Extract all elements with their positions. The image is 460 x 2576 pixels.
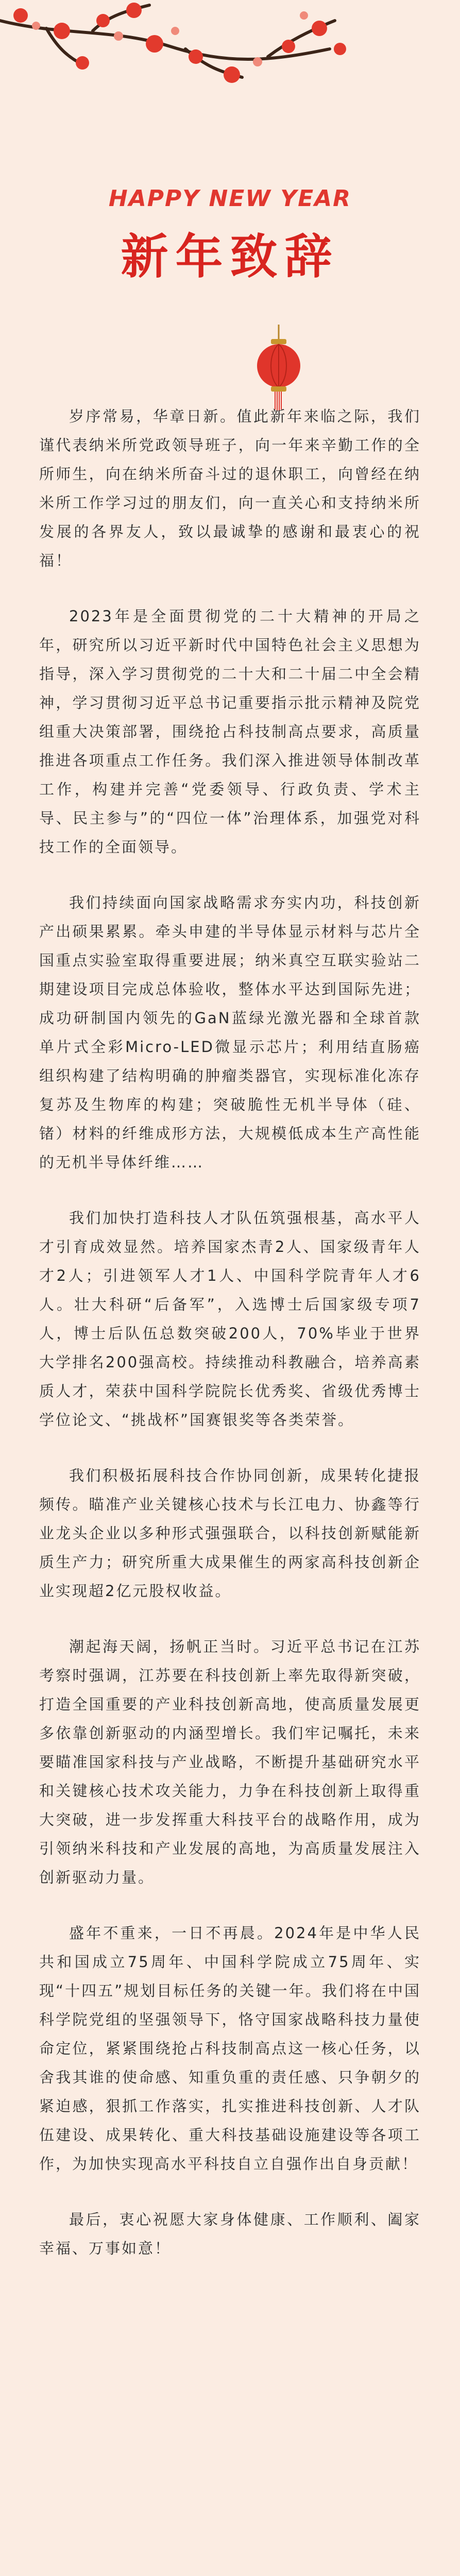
page-title: 新年致辞 xyxy=(121,229,339,284)
paragraph-talent: 我们加快打造科技人才队伍筑强根基，高水平人才引育成效显然。培养国家杰青2人、国家级青年人才2人；引进领军人才1人、中国科学院青年人才6人。壮大科研“后备军”，入选博士后国家级专项7人，博士后队伍总数突破200人，70%毕业于世界大学排名200强高校。持续推动科教融合，培养高素质人才，荣获中国科学院院长优秀奖、省级优秀博士学位论文、“挑战杯”国赛银奖等各类荣誉。 xyxy=(39,1209,421,1429)
red-lantern-icon xyxy=(255,325,302,412)
header xyxy=(0,185,460,287)
letter-body xyxy=(39,402,421,2290)
paragraph-closing: 最后，衷心祝愿大家身体健康、工作顺利、阖家幸福、万事如意！ xyxy=(39,2211,421,2257)
paragraph-cooperation: 我们积极拓展科技合作协同创新，成果转化捷报频传。瞄准产业关键核心技术与长江电力、协鑫等行业龙头企业以多种形式强强联合，以科技创新赋能新质生产力；研究所重大成果催生的两家高科技创新企业实现超2亿元股权收益。 xyxy=(39,1467,421,1600)
plum-blossom-branch-decoration xyxy=(0,0,460,88)
paragraph-opening: 岁序常易，华章日新。值此新年来临之际，我们谨代表纳米所党政领导班子，向一年来辛勤工作的全所师生，向在纳米所奋斗过的退休职工，向曾经在纳米所工作学习过的朋友们，向一直关心和支持纳米所发展的各界友人，致以最诚挚的感谢和最衷心的祝福！ xyxy=(39,408,421,569)
paragraph-research-achievements: 我们持续面向国家战略需求夯实内功，科技创新产出硕果累累。牵头申建的半导体显示材料与芯片全国重点实验室取得重要进展；纳米真空互联实验站二期建设项目完成总体验收，整体水平达到国际先进；成功研制国内领先的GaN蓝绿光激光器和全球首款单片式全彩Micro-LED微显示芯片；利用结直肠癌组织构建了结构明确的肿瘤类器官，实现标准化冻存复苏及生物库的构建；突破脆性无机半导体（硅、锗）材料的纤维成形方法，大规模低成本生产高性能的无机半导体纤维…… xyxy=(39,894,421,1171)
paragraph-2024: 盛年不重来，一日不再晨。2024年是中华人民共和国成立75周年、中国科学院成立75周年、实现“十四五”规划目标任务的关键一年。我们将在中国科学院党组的坚强领导下，恪守国家战略科技力量使命定位，紧紧围绕抢占科技制高点这一核心任务，以舍我其谁的使命感、知重负重的责任感、只争朝夕的紧迫感，狠抓工作落实，扎实推进科技创新、人才队伍建设、成果转化、重大科技基础设施建设等各项工作，为加快实现高水平科技自立自强作出自身贡献！ xyxy=(39,1924,421,2173)
paragraph-future: 潮起海天阔，扬帆正当时。习近平总书记在江苏考察时强调，江苏要在科技创新上率先取得新突破，打造全国重要的产业科技创新高地，使高质量发展更多依靠创新驱动的内涵型增长。我们牢记嘱托，未来要瞄准国家科技与产业战略，不断提升基础研究水平和关键核心技术攻关能力，力争在科技创新上取得重大突破，进一步发挥重大科技平台的战略作用，成为引领纳米科技和产业发展的高地，为高质量发展注入创新驱动力量。 xyxy=(39,1638,421,1886)
paragraph-2023-overview: 2023年是全面贯彻党的二十大精神的开局之年，研究所以习近平新时代中国特色社会主义思想为指导，深入学习贯彻党的二十大和二十届二中全会精神，学习贯彻习近平总书记重要指示批示精神及院党组重大决策部署，围绕抢占科技制高点要求，高质量推进各项重点工作任务。我们深入推进领导体制改革工作，构建并完善“党委领导、行政负责、学术主导、民主参与”的“四位一体”治理体系，加强党对科技工作的全面领导。 xyxy=(39,607,421,856)
happy-new-year-heading: HAPPY NEW YEAR xyxy=(108,185,352,212)
